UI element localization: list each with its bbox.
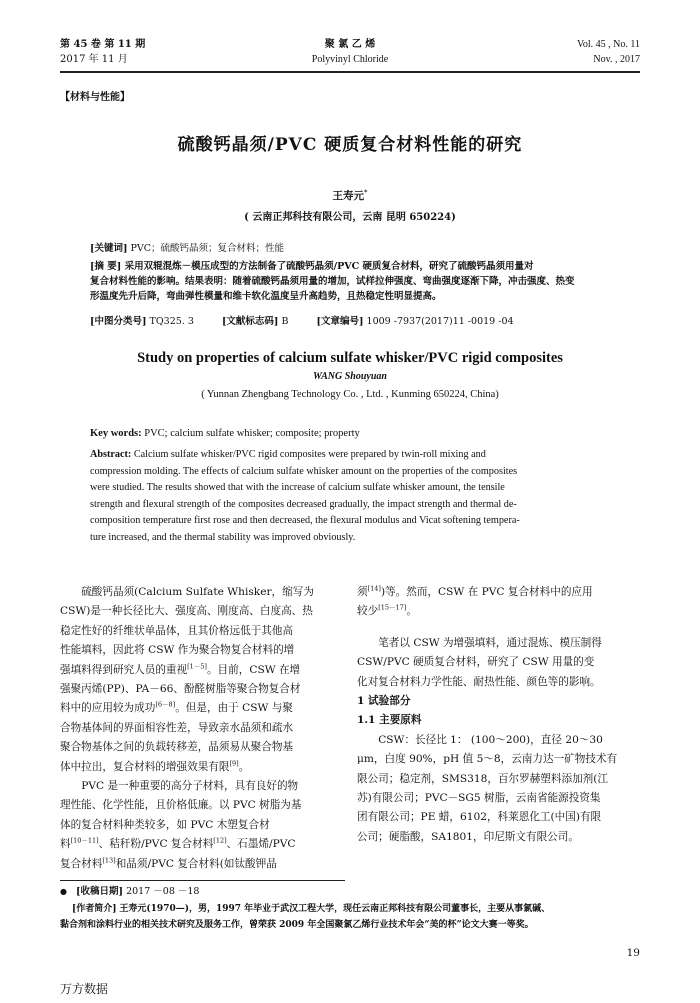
abstract-cn-line: 形温度先升后降，弯曲弹性模量和维卡软化温度呈升高趋势，且热稳定性明显提高。 [90,291,442,302]
abstract-en [90,447,620,546]
body-line: 较少[15－17]。 [357,603,417,618]
keywords-cn-label: [关键词] [90,243,128,254]
abstract-cn-label: [摘 要] [90,261,122,272]
body-line: 苏)有限公司；PVC－SG5 树脂，云南省能源投资集 [357,792,601,805]
title-cn: 硫酸钙晶须/PVC 硬质复合材料性能的研究 [177,135,523,155]
abstract-en-line: composition temperature first rose and then decreased, the flexural modulus and Vicat softening tempera- [90,515,520,526]
body-line: μm，白度 90%，pH 值 5～8，云南力达一矿物技术有 [357,753,618,766]
abstract-cn-line: [摘 要] 采用双辊混炼－模压成型的方法制备了硫酸钙晶须/PVC 硬质复合材料，研究了硫酸钙晶须用量对 [90,261,534,272]
author-mark: * [364,188,368,197]
section-heading: 1 试验部分 [357,695,411,708]
abstract-en-line: compression molding. The effects of calcium sulfate whisker amount on the properties of the composites [90,465,518,477]
body-right-column [357,583,640,847]
footnote-author: [作者简介] 王寿元(1970—)，男，1997 年毕业于武汉工程大学，现任云南正邦科技有限公司董事长，主要从事氯碱、 [72,904,551,914]
abstract-cn-line: 复合材料性能的影响。结果表明：随着硫酸钙晶须用量的增加，试样拉伸强度、弯曲强度逐渐下降，冲击强度、热变 [90,276,575,287]
citation: [15－17] [378,603,407,612]
abstract-en-line: ture increased, and the thermal stability was improved obviously. [90,531,356,543]
abstract-en-label: Abstract: [90,449,132,460]
body-line: 公司；硬脂酸，SA1801，印尼斯文有限公司。 [357,830,579,843]
body-line: CSW)是一种长径比大、强度高、刚度高、白度高、热 [60,605,313,618]
volume-en: Vol. 45 , No. 11 [576,39,640,50]
body-line: 须[14])等。然而，CSW 在 PVC 复合材料中的应用 [357,584,593,598]
citation: [1－5] [187,662,207,671]
body-line: 化对复合材料力学性能、耐热性能、颜色等的影响。 [357,675,601,688]
keywords-en [90,428,620,439]
body-line: 硫酸钙晶须(Calcium Sulfate Whisker，缩写为 [81,586,314,598]
date-en: Nov. , 2017 [593,54,640,65]
author-name: 王寿元 [332,190,365,202]
body-line: 合物基体间的界面相容性差，导致亲水晶须和疏水 [60,721,294,734]
body-line: 复合材料[13]和晶须/PVC 复合材料(如钛酸钾晶 [60,856,277,870]
affiliation-cn: ( 云南正邦科技有限公司，云南 昆明 650224) [244,212,456,223]
body-line: 限公司；稳定剂，SMS318，百尔罗赫塑料添加剂(江 [357,772,608,785]
abstract-en-line: strength and flexural strength of the composites decreased gradually, the impact strength and thermal de- [90,498,517,510]
citation: [13] [102,856,116,865]
body-line: 笔者以 CSW 为增强填料，通过混炼、模压制得 [378,636,602,649]
citation: [10－11] [70,836,99,845]
keywords-cn-text: PVC；硫酸钙晶须；复合材料；性能 [130,243,285,254]
body-line [357,622,640,634]
citation: [12] [213,836,227,845]
body-line: 料[10－11]、秸秆粉/PVC 复合材料[12]、石墨烯/PVC [60,836,296,851]
volume-cn: 第 45 卷 第 11 期 [60,39,146,50]
body-line: PVC 是一种重要的高分子材料，具有良好的物 [81,780,299,793]
keywords-en-label: Key words: [90,428,142,439]
citation: [14] [367,584,381,593]
classification: [中图分类号] TQ325. 3 [文献标志码] B [文章编号] 1009 -7937(2017)11 -0019 -04 [90,316,514,327]
author-cn [0,188,700,203]
footnote-rule [60,880,345,881]
page-number: 19 [626,947,640,959]
date-cn: 2017 年 11 月 [60,54,128,65]
author-en: WANG Shouyuan [312,371,387,382]
body-line: 强填料得到研究人员的重视[1－5]。目前，CSW 在增 [60,662,301,676]
abstract-en-line: Abstract: Calcium sulfate whisker/PVC rigid composites were prepared by twin-roll mixing and [90,449,486,460]
affiliation-en: ( Yunnan Zhengbang Technology Co. , Ltd. , Kunming 650224, China) [201,389,499,400]
title-en: Study on properties of calcium sulfate whisker/PVC rigid composites [137,350,563,366]
body-line: 体中拉出，复合材料的增强效果有限[9]。 [60,759,250,773]
body-line: CSW：长径比 1： (100～200)，直径 20～30 [378,733,603,746]
citation: [9] [229,759,239,768]
header-rule [60,71,640,73]
body-line: 体的复合材料种类较多，如 PVC 木塑复合材 [60,818,270,831]
watermark: 万方数据 [60,982,109,996]
abstract-en-line: were studied. The results showed that with the increase of calcium sulfate whisker amount, the tensile [90,482,505,493]
body-line: 稳定性好的纤维状单晶体，且其价格远低于其他高 [60,624,294,637]
journal-en: Polyvinyl Chloride [311,54,389,65]
abstract-cn [90,259,620,304]
article-number: 1009 -7937(2017)11 -0019 -04 [366,316,514,327]
section-tag: 【材料与性能】 [60,92,130,103]
doc-code: B [281,316,289,327]
citation: [6－8] [155,700,176,709]
footnote-received: ● [收稿日期] 2017 －08 －18 [60,886,200,897]
body-line: 强聚丙烯(PP)、PA－66、酚醛树脂等聚合物复合材 [60,683,301,696]
section-heading: 1.1 主要原料 [357,714,422,727]
body-line: 聚合物基体之间的负载转移差，晶须易从聚合物基 [60,741,294,754]
journal-cn: 聚 氯 乙 烯 [324,39,376,50]
body-left-column [60,583,343,874]
body-line: 性能填料，因此将 CSW 作为聚合物复合材料的增 [60,644,295,657]
body-line: 理性能、化学性能，且价格低廉。以 PVC 树脂为基 [60,799,302,812]
clc-number: TQ325. 3 [149,316,194,327]
keywords-cn [90,241,620,256]
body-line: CSW/PVC 硬质复合材料，研究了 CSW 用量的变 [357,656,595,669]
body-line: 料中的应用较为成功[6－8]。但是，由于 CSW 与聚 [60,700,293,715]
body-line: 团有限公司；PE 蜡，6102，科莱恩化工(中国)有限 [357,811,602,824]
footnote-author-cont: 黏合剂和涂料行业的相关技术研究及服务工作，曾荣获 2009 年全国聚氯乙烯行业技术年会“美的杯”论文大赛一等奖。 [60,920,534,930]
keywords-en-text: PVC; calcium sulfate whisker; composite; property [144,428,360,439]
